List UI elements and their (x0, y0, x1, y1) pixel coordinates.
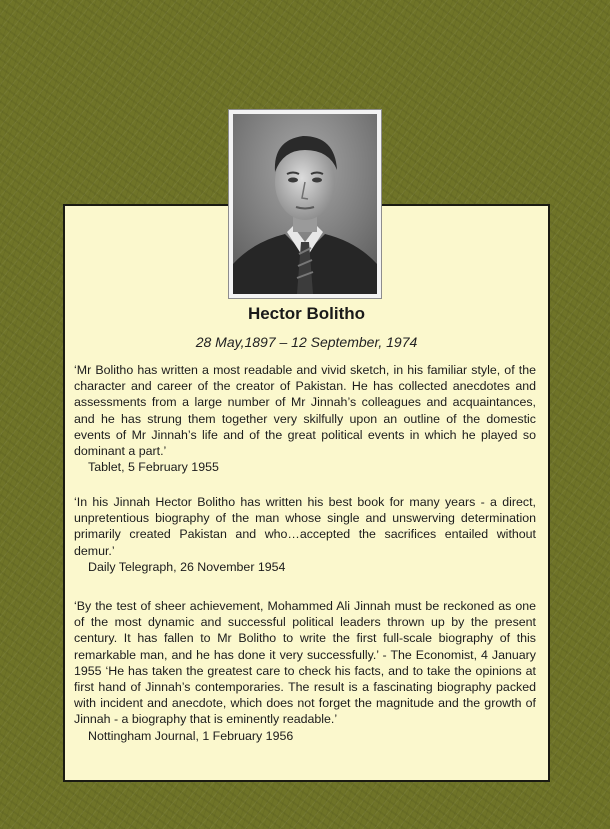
review-quote (74, 598, 536, 744)
author-portrait (228, 109, 382, 299)
author-name: Hector Bolitho (247, 304, 366, 323)
review-quote (74, 494, 536, 575)
review-text: ‘Mr Bolitho has written a most readable and vivid sketch, in his familiar style, of the character and career of the creator of Pakistan. He has collected anecdotes and assessments from a large number of Mr Jinnah’s colleagues and acquaintances, and he has strung them together very skilfully upon an outline of the domestic events of Mr Jinnah’s life and of the great political events in which he played so dominant a part.’ (74, 363, 536, 459)
author-dates: 28 May,1897 – 12 September, 1974 (195, 334, 418, 350)
review-quote (74, 362, 536, 475)
review-text: ‘By the test of sheer achievement, Mohammed Ali Jinnah must be reckoned as one of the most dynamic and successful political leaders thrown up by the present century. It has fallen to Mr Bolitho to write the first full-scale biography of this remarkable man, and he has done it very successfully.’ - The Economist, 4 January 1955 ‘He has taken the greatest care to check his facts, and to take the opinions at first hand of Jinnah’s contemporaries. The result is a fascinating biography packed with incident and anecdote, which does not forget the magnitude and the growth of Jinnah - a biography that is eminently readable.’ (74, 599, 536, 727)
review-text: ‘In his Jinnah Hector Bolitho has written his best book for many years - a direct, unpretentious biography of the man whose single and unswerving determination primarily created Pakistan and who…accepted the sacrifices entailed without demur.’ (74, 495, 536, 558)
review-source: Tablet, 5 February 1955 (88, 460, 219, 475)
review-source: Daily Telegraph, 26 November 1954 (88, 559, 286, 574)
portrait-photo (233, 114, 377, 294)
review-source: Nottingham Journal, 1 February 1956 (88, 728, 294, 743)
